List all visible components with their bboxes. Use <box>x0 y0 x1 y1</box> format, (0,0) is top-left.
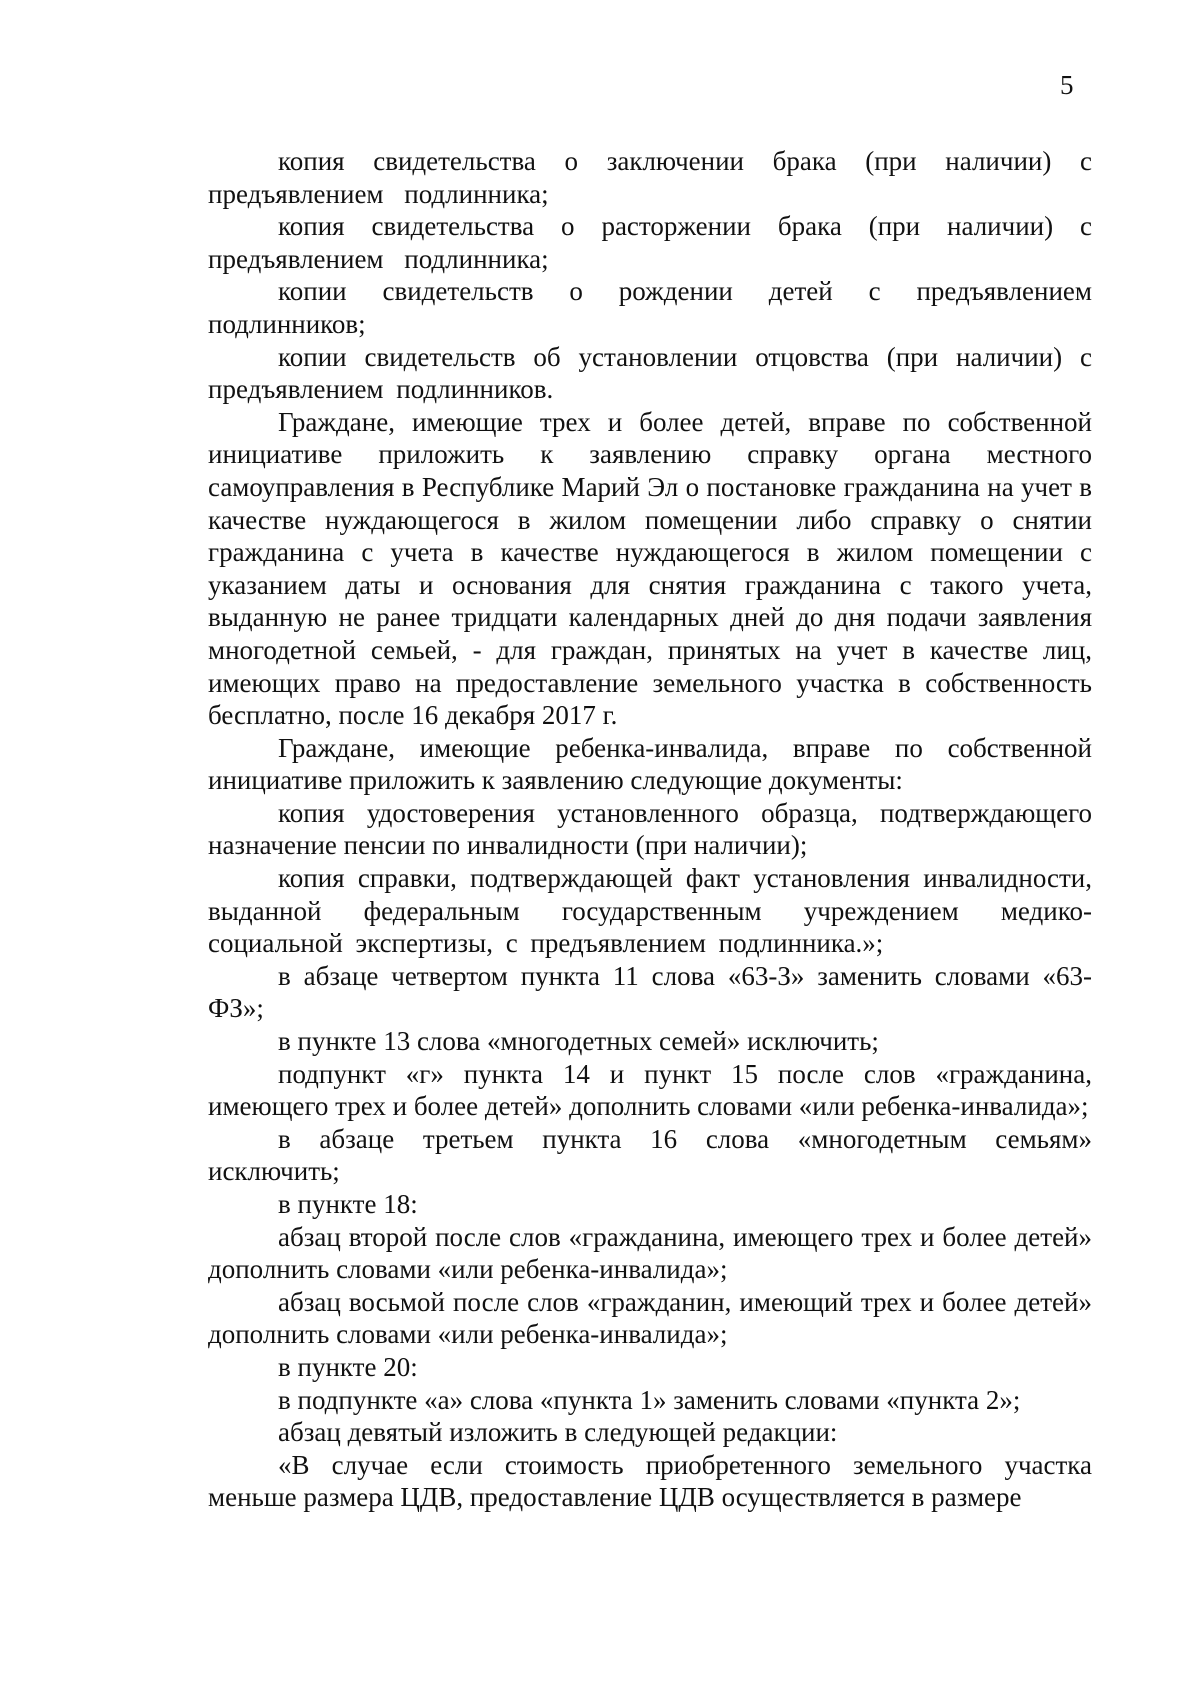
paragraph: копия свидетельства о заключении брака (при наличии) с предъявлением подлинника; <box>208 146 1092 209</box>
paragraph: абзац второй после слов «гражданина, имеющего трех и более детей» дополнить словами «или ребенка-инвалида»; <box>208 1221 1092 1285</box>
paragraph: Граждане, имеющие ребенка-инвалида, вправе по собственной инициативе приложить к заявлению следующие документы: <box>208 732 1092 796</box>
paragraph: Граждане, имеющие трех и более детей, вправе по собственной инициативе приложить к заявлению справку органа местного самоуправления в Республике Марий Эл о постановке гражданина на учет в качестве нуждающегося в жилом помещении либо справку о снятии гражданина с учета в качестве нуждающегося в жилом помещении с указанием даты и основания для снятия гражданина с такого учета, выданную не ранее тридцати календарных дней до дня подачи заявления многодетной семьей, - для граждан, принятых на учет в качестве лиц, имеющих право на предоставление земельного участка в собственность бесплатно, после 16 декабря 2017 г. <box>208 406 1092 731</box>
paragraph: копии свидетельств об установлении отцовства (при наличии) с предъявлением подлинников. <box>208 341 1092 405</box>
document-body <box>208 145 1092 1514</box>
paragraph: в пункте 20: <box>278 1351 418 1382</box>
paragraph: в пункте 13 слова «многодетных семей» исключить; <box>278 1026 879 1057</box>
page-number: 5 <box>1060 70 1074 100</box>
paragraph: копия справки, подтверждающей факт установления инвалидности, выданной федеральным государственным учреждением медико-социальной экспертизы, с предъявлением подлинника.»; <box>208 863 1092 959</box>
paragraph: подпункт «г» пункта 14 и пункт 15 после слов «гражданина, имеющего трех и более детей» дополнить словами «или ребенка-инвалида»; <box>208 1058 1092 1122</box>
paragraph: копия удостоверения установленного образца, подтверждающего назначение пенсии по инвалидности (при наличии); <box>208 797 1092 861</box>
paragraph: в абзаце третьем пункта 16 слова «многодетным семьям» исключить; <box>208 1123 1092 1187</box>
paragraph: копия свидетельства о расторжении брака (при наличии) с предъявлением подлинника; <box>208 211 1092 274</box>
paragraph: абзац девятый изложить в следующей редакции: <box>278 1417 838 1448</box>
paragraph: «В случае если стоимость приобретенного земельного участка меньше размера ЦДВ, предоставление ЦДВ осуществляется в размере <box>208 1449 1092 1513</box>
paragraph: в пункте 18: <box>278 1189 418 1219</box>
paragraph: в подпункте «а» слова «пункта 1» заменить словами «пункта 2»; <box>278 1384 1021 1415</box>
paragraph: абзац восьмой после слов «гражданин, имеющий трех и более детей» дополнить словами «или ребенка-инвалида»; <box>208 1286 1092 1350</box>
paragraph: в абзаце четвертом пункта 11 слова «63-З» заменить словами «63-ФЗ»; <box>208 960 1092 1024</box>
paragraph: копии свидетельств о рождении детей с предъявлением подлинников; <box>208 276 1092 339</box>
